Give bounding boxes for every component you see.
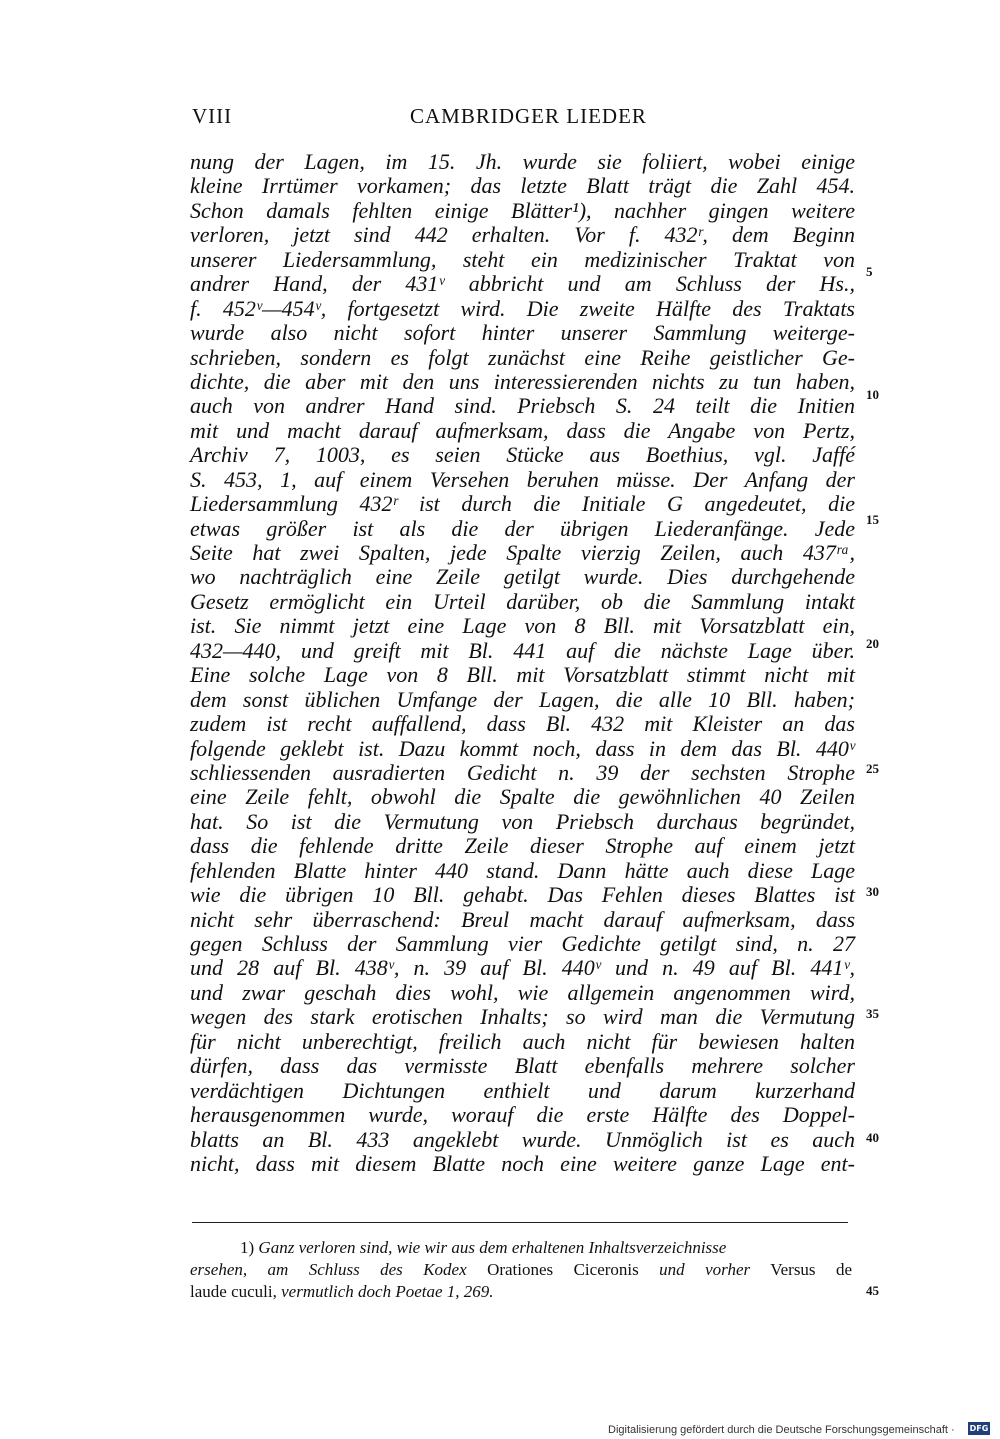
text-line: folgende geklebt ist. Dazu kommt noch, dass in dem das Bl. 440ᵛ — [190, 735, 855, 761]
footnote-line — [190, 1259, 852, 1281]
text-line: nicht sehr überraschend: Breul macht darauf aufmerksam, dass — [190, 906, 855, 932]
text-line: unserer Liedersammlung, steht ein medizinischer Traktat von — [190, 246, 855, 272]
footnote-text: und vorher — [659, 1260, 751, 1279]
text-line: fehlenden Blatte hinter 440 stand. Dann hätte auch diese Lage — [190, 857, 855, 883]
text-line: wegen des stark erotischen Inhalts; so wird man die Vermutung — [190, 1004, 855, 1030]
text-line: verdächtigen Dichtungen enthielt und darum kurzerhand — [190, 1077, 855, 1103]
text-line: nicht, dass mit diesem Blatte noch eine weitere ganze Lage ent- — [190, 1150, 855, 1176]
body-text — [190, 150, 855, 1176]
digitization-credit: Digitalisierung gefördert durch die Deutsche Forschungsgemeinschaft · — [608, 1424, 955, 1436]
text-line: schrieben, sondern es folgt zunächst eine Reihe geistlicher Ge- — [190, 344, 855, 370]
text-line: wo nachträglich eine Zeile getilgt wurde. Dies durchgehende — [190, 564, 855, 590]
text-line: dürfen, dass das vermisste Blatt ebenfalls mehrere solcher — [190, 1053, 855, 1079]
text-line: Archiv 7, 1003, es seien Stücke aus Boethius, vgl. Jaffé — [190, 442, 855, 468]
text-line: S. 453, 1, auf einem Versehen beruhen müsse. Der Anfang der — [190, 466, 855, 492]
text-line: herausgenommen wurde, worauf die erste Hälfte des Doppel- — [190, 1102, 855, 1128]
text-line: mit und macht darauf aufmerksam, dass die Angabe von Pertz, — [190, 417, 855, 443]
text-line: 432—440, und greift mit Bl. 441 auf die nächste Lage über. — [190, 637, 855, 663]
text-line: wurde also nicht sofort hinter unserer Sammlung weiterge- — [190, 320, 855, 346]
footnote-text: ersehen, am Schluss des Kodex — [190, 1260, 467, 1279]
text-line: ist. Sie nimmt jetzt eine Lage von 8 Bll. mit Vorsatzblatt ein, — [190, 613, 855, 639]
dfg-logo: DFG — [969, 1424, 989, 1433]
footnote-marker: 1) — [240, 1238, 255, 1257]
footnote-title: Orationes Ciceronis — [487, 1260, 639, 1279]
footnote-rule — [192, 1222, 848, 1223]
line-number: 5 — [866, 264, 873, 279]
text-line: dichte, die aber mit den uns interessierenden nichts zu tun haben, — [190, 368, 855, 394]
line-number: 25 — [866, 761, 879, 776]
text-line: Seite hat zwei Spalten, jede Spalte vierzig Zeilen, auch 437ʳᵃ, — [190, 540, 855, 565]
footnote-text: Ganz verloren sind, wie wir aus dem erhaltenen Inhaltsverzeichnisse — [258, 1238, 727, 1257]
footnote-line — [190, 1281, 852, 1303]
text-line: und zwar geschah dies wohl, wie allgemein angenommen wird, — [190, 979, 855, 1005]
text-line: eine Zeile fehlt, obwohl die Spalte die gewöhnlichen 40 Zeilen — [190, 784, 855, 810]
footnote — [190, 1237, 852, 1303]
text-line: f. 452ᵛ—454ᵛ, fortgesetzt wird. Die zweite Hälfte des Traktats — [190, 295, 855, 321]
footnote-title: Versus de — [770, 1260, 853, 1279]
text-line: kleine Irrtümer vorkamen; das letzte Blatt trägt die Zahl 454. — [190, 173, 855, 199]
line-number: 45 — [866, 1283, 879, 1298]
text-line: für nicht unberechtigt, freilich auch nicht für bewiesen halten — [190, 1028, 855, 1054]
text-line: Eine solche Lage von 8 Bll. mit Vorsatzblatt stimmt nicht mit — [190, 662, 855, 688]
text-line: andrer Hand, der 431ᵛ abbricht und am Schluss der Hs., — [190, 271, 855, 297]
line-number: 30 — [866, 884, 879, 899]
text-line: zudem ist recht auffallend, dass Bl. 432 mit Kleister an das — [190, 711, 855, 737]
text-line: hat. So ist die Vermutung von Priebsch durchaus begründet, — [190, 808, 855, 834]
text-line: nung der Lagen, im 15. Jh. wurde sie foliiert, wobei einige — [190, 149, 855, 174]
line-number: 35 — [866, 1006, 879, 1021]
text-line: und 28 auf Bl. 438ᵛ, n. 39 auf Bl. 440ᵛ und n. 49 auf Bl. 441ᵛ, — [190, 955, 855, 981]
line-number: 20 — [866, 636, 879, 651]
text-line: verloren, jetzt sind 442 erhalten. Vor f. 432ʳ, dem Beginn — [190, 222, 855, 248]
text-line: auch von andrer Hand sind. Priebsch S. 24 teilt die Initien — [190, 393, 855, 419]
page-number: VIII — [192, 104, 233, 128]
text-line: etwas größer ist als die der übrigen Liederanfänge. Jede — [190, 515, 855, 541]
text-line: gegen Schluss der Sammlung vier Gedichte getilgt sind, n. 27 — [190, 931, 855, 956]
footnote-text: vermutlich doch Poetae 1, 269. — [281, 1282, 494, 1301]
text-line: schliessenden ausradierten Gedicht n. 39 der sechsten Strophe — [190, 759, 855, 785]
text-line: Schon damals fehlten einige Blätter¹), nachher gingen weitere — [190, 197, 855, 223]
text-line: Gesetz ermöglicht ein Urteil darüber, ob die Sammlung intakt — [190, 588, 855, 614]
text-line: dass die fehlende dritte Zeile dieser Strophe auf einem jetzt — [190, 833, 855, 859]
running-title: CAMBRIDGER LIEDER — [410, 104, 647, 128]
footnote-line — [190, 1237, 852, 1259]
line-number: 40 — [866, 1130, 879, 1145]
line-number: 10 — [866, 387, 879, 402]
text-line: Liedersammlung 432ʳ ist durch die Initiale G angedeutet, die — [190, 491, 855, 517]
text-line: dem sonst üblichen Umfange der Lagen, die alle 10 Bll. haben; — [190, 686, 855, 712]
line-number: 15 — [866, 512, 879, 527]
footnote-title: laude cuculi, — [190, 1282, 277, 1301]
text-line: wie die übrigen 10 Bll. gehabt. Das Fehlen dieses Blattes ist — [190, 882, 855, 908]
text-line: blatts an Bl. 433 angeklebt wurde. Unmöglich ist es auch — [190, 1126, 855, 1152]
